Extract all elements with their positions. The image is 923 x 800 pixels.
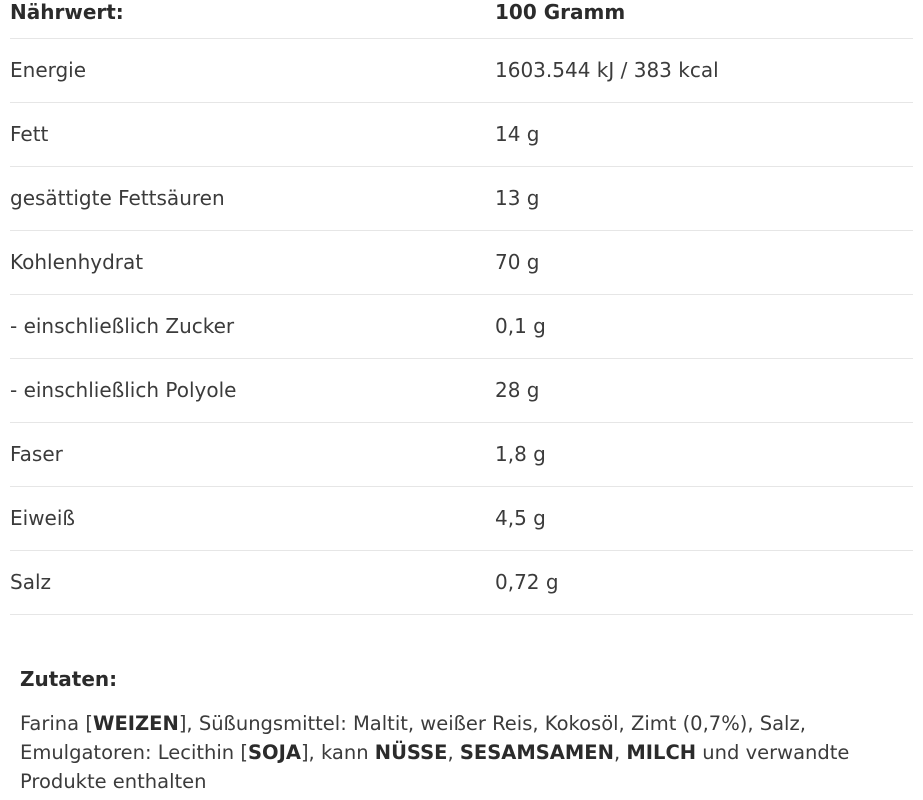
ingredients-title: Zutaten: <box>20 666 118 691</box>
nutrient-value: 28 g <box>495 358 913 422</box>
nutrient-value: 0,1 g <box>495 294 913 358</box>
nutrient-label: Salz <box>10 550 495 614</box>
nutrient-value: 1,8 g <box>495 422 913 486</box>
table-row <box>10 38 913 102</box>
allergen-emphasis: SOJA <box>247 740 301 764</box>
allergen-emphasis: MILCH <box>626 740 697 764</box>
nutrient-label: Faser <box>10 422 495 486</box>
table-row <box>10 486 913 550</box>
ingredient-text: ], kann <box>300 740 375 764</box>
ingredient-text: , <box>613 740 627 764</box>
nutrient-value: 14 g <box>495 102 913 166</box>
table-row <box>10 550 913 614</box>
table-row <box>10 358 913 422</box>
ingredients-text <box>20 709 900 796</box>
nutrient-label: Eiweiß <box>10 486 495 550</box>
nutrition-header-value: 100 Gramm <box>495 0 913 38</box>
nutrient-label: Energie <box>10 38 495 102</box>
nutrition-table-header-row <box>10 0 913 38</box>
allergen-emphasis: SESAMSAMEN <box>459 740 614 764</box>
nutrient-value: 0,72 g <box>495 550 913 614</box>
nutrient-label: Fett <box>10 102 495 166</box>
table-row <box>10 422 913 486</box>
nutrition-header-label: Nährwert: <box>10 0 495 38</box>
allergen-emphasis: WEIZEN <box>92 711 179 735</box>
nutrient-label: - einschließlich Polyole <box>10 358 495 422</box>
table-row <box>10 102 913 166</box>
nutrition-table-body <box>10 0 913 614</box>
table-row <box>10 230 913 294</box>
nutrient-label: gesättigte Fettsäuren <box>10 166 495 230</box>
nutrient-label: Kohlenhydrat <box>10 230 495 294</box>
ingredient-text: , <box>447 740 460 764</box>
allergen-emphasis: NÜSSE <box>374 740 448 764</box>
ingredient-text: Farina [ <box>20 711 93 735</box>
nutrient-value: 1603.544 kJ / 383 kcal <box>495 38 913 102</box>
nutrient-value: 4,5 g <box>495 486 913 550</box>
nutrition-table <box>10 0 913 615</box>
nutrient-value: 13 g <box>495 166 913 230</box>
nutrient-value: 70 g <box>495 230 913 294</box>
ingredients-section <box>10 667 913 796</box>
ingredient-text: ], Süßungsmittel: Maltit, weißer Reis, Kokosöl, Zimt (0,7%), Salz, Emulgatoren: Lecithin [ <box>20 711 806 764</box>
table-row <box>10 166 913 230</box>
ingredient-text: und verwandte Produkte enthalten <box>20 740 850 793</box>
nutrient-label: - einschließlich Zucker <box>10 294 495 358</box>
table-row <box>10 294 913 358</box>
